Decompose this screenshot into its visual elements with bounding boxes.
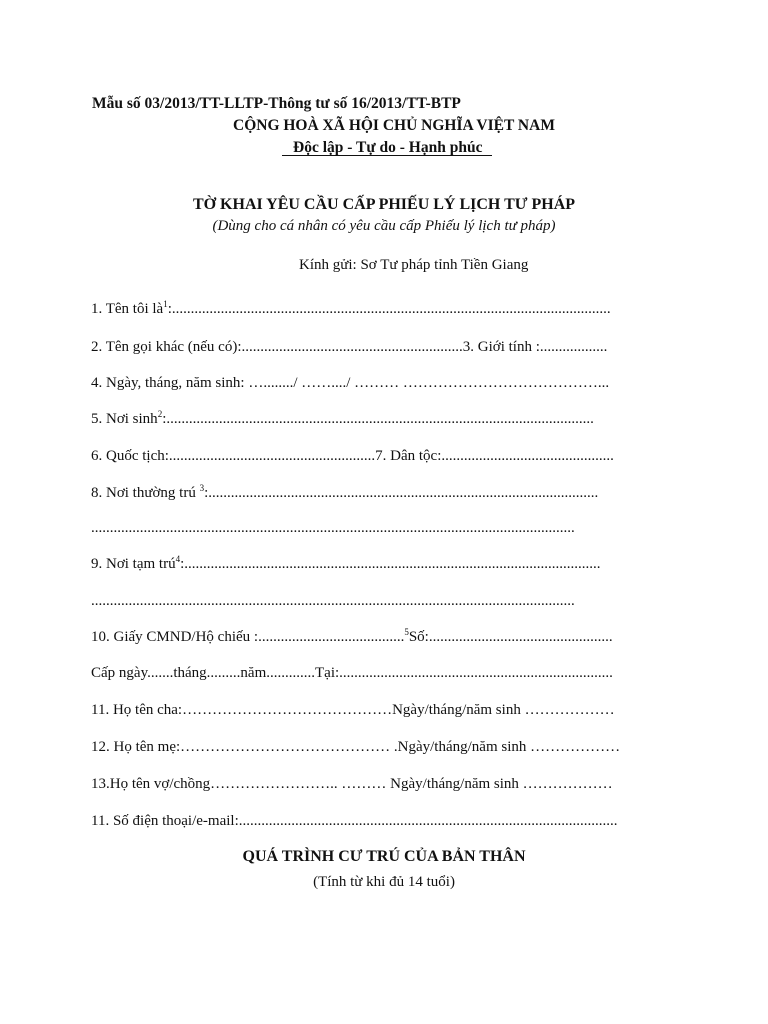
field-nationality-ethnicity: 6. Quốc tịch:.......................................................7. Dân tộc:.............................................. bbox=[91, 448, 614, 464]
field-place-of-birth: 5. Nơi $\sinh^2$:.................................................................................................................. bbox=[91, 409, 594, 427]
national-motto: Độc lập - Tự do - Hạnh phúc bbox=[293, 139, 483, 156]
recipient-line: Kính gửi: Sơ Tư pháp tỉnh Tiền Giang bbox=[299, 257, 529, 273]
form-code: Mẫu số 03/2013/TT-LLTP-Thông tư số 16/2013/TT-BTP bbox=[92, 95, 461, 112]
field-temporary-residence: 9. Nơi tạm trú$^4$:............................................................................................................... bbox=[91, 554, 601, 572]
country-name: CỘNG HOÀ XÃ HỘI CHỦ NGHĨA VIỆT NAM bbox=[233, 117, 555, 134]
field-other-name-gender: 2. Tên gọi khác (nếu có):...........................................................3. Giới tính :.................. bbox=[91, 339, 608, 355]
field-mother: 12. Họ tên mẹ:…………………………………… .Ngày/tháng/năm sinh ……………… bbox=[91, 739, 621, 755]
form-subtitle: (Dùng cho cá nhân có yêu cầu cấp Phiếu lý lịch tư pháp) bbox=[212, 218, 556, 234]
field-id-card: 10. Giấy CMND/Hộ chiếu :.......................................$^5$Số:................................................. bbox=[91, 627, 613, 645]
motto-underline bbox=[282, 155, 492, 156]
field-father: 11. Họ tên cha:……………………………………Ngày/tháng/năm sinh ……………… bbox=[91, 702, 615, 718]
form-title: TỜ KHAI YÊU CẦU CẤP PHIẾU LÝ LỊCH TƯ PHÁP bbox=[192, 196, 576, 213]
field-contact: 11. Số điện thoại/e-mail:..................................................................................................... bbox=[91, 813, 618, 829]
section-title: QUÁ TRÌNH CƯ TRÚ CỦA BẢN THÂN bbox=[242, 848, 526, 865]
field-id-issue: Cấp ngày.......tháng.........năm.............Tại:......................................................................... bbox=[91, 665, 613, 681]
field-full-name: 1. Tên tôi $là^1$:..................................................................................................................... bbox=[91, 299, 611, 317]
field-permanent-residence: 8. Nơi thường trú $^3$:........................................................................................................ bbox=[91, 483, 599, 501]
field-date-of-birth: 4. Ngày, tháng, năm sinh: …......../ ……..../ ……… …………………………………... bbox=[91, 375, 610, 391]
field-spouse: 13.Họ tên vợ/chồng…………………….. ……… Ngày/tháng/năm sinh ……………… bbox=[91, 776, 613, 792]
section-note: (Tính từ khi đủ 14 tuổi) bbox=[313, 874, 455, 890]
field-permanent-residence-cont: ................................................................................................................................. bbox=[91, 520, 575, 536]
field-temporary-residence-cont: ................................................................................................................................. bbox=[91, 593, 575, 609]
